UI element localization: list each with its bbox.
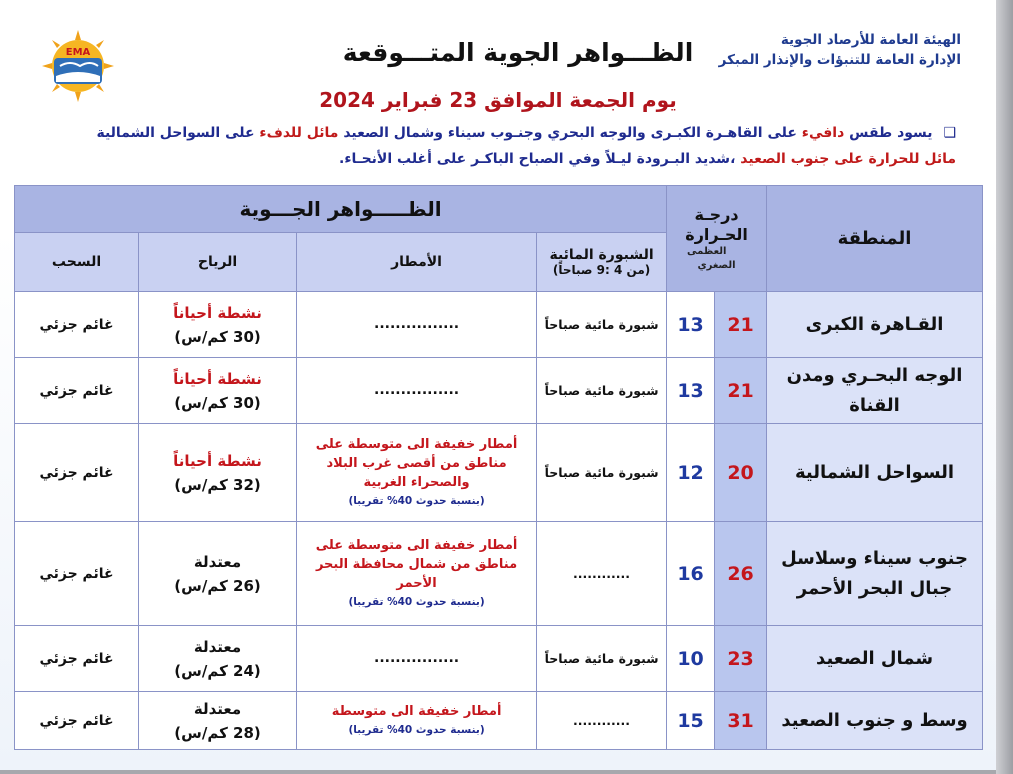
temp-min: 10 <box>667 626 715 692</box>
forecast-date: يوم الجمعة الموافق 23 فبراير 2024 <box>319 88 677 112</box>
region-name: الوجه البحـري ومدن القناة <box>767 358 983 424</box>
temperature-header-label: درجـة الحـرارة <box>685 204 748 244</box>
rain-empty: ................ <box>374 650 460 666</box>
region-name: جنوب سيناء وسلاسل جبال البحر الأحمر <box>767 522 983 626</box>
temp-min: 12 <box>667 424 715 522</box>
cloud-cell: غائم جزئي <box>15 292 139 358</box>
dew-cell: شبورة مائية صباحاً <box>537 292 667 358</box>
wind-cell <box>139 424 297 522</box>
rain-cell <box>297 626 537 692</box>
wind-cell <box>139 358 297 424</box>
table-row <box>15 626 983 692</box>
weather-summary <box>26 120 956 172</box>
temp-max: 21 <box>715 358 767 424</box>
dew-cell: شبورة مائية صباحاً <box>537 626 667 692</box>
rain-cell <box>297 522 537 626</box>
region-name: السواحل الشمالية <box>767 424 983 522</box>
rain-empty: ................ <box>374 382 460 398</box>
wind-strength: معتدلة <box>193 552 242 571</box>
temp-max: 31 <box>715 692 767 750</box>
temperature-header <box>667 186 767 292</box>
table-row <box>15 424 983 522</box>
wind-cell <box>139 626 297 692</box>
wind-strength: نشطة أحياناً <box>173 303 262 322</box>
wind-speed: (30 كم/س) <box>174 327 261 346</box>
wind-speed: (26 كم/س) <box>174 576 261 595</box>
cloud-cell: غائم جزئي <box>15 358 139 424</box>
page-title: الظـــواهر الجوية المتـــوقعة <box>342 38 694 67</box>
dew-cell: شبورة مائية صباحاً <box>537 358 667 424</box>
temp-max: 20 <box>715 424 767 522</box>
svg-text:EMA: EMA <box>65 47 91 58</box>
table-row <box>15 358 983 424</box>
temp-min-label: الصغري <box>697 259 736 271</box>
cloud-cell: غائم جزئي <box>15 692 139 750</box>
rain-cell <box>297 424 537 522</box>
authority-line-2: الإدارة العامة للتنبؤات والإنذار المبكر <box>718 52 961 68</box>
temp-min: 13 <box>667 358 715 424</box>
page-shadow <box>996 0 1013 774</box>
dew-header-sub: (من 4 :9 صباحاً) <box>552 263 651 277</box>
dew-cell: ............ <box>537 522 667 626</box>
rain-probability: (بنسبة حدوث 40% تقريبا) <box>348 595 485 608</box>
rain-cell <box>297 292 537 358</box>
temp-max-label: العظمى <box>687 245 727 257</box>
summary-highlight-2: مائل للدفء <box>259 125 339 141</box>
rain-text: أمطار خفيفة الى متوسطة <box>331 703 502 719</box>
wind-header: الرياح <box>139 233 297 292</box>
forecast-rows <box>15 292 983 750</box>
region-header: المنطقة <box>767 186 983 292</box>
rain-probability: (بنسبة حدوث 40% تقريبا) <box>348 723 485 736</box>
wind-cell <box>139 522 297 626</box>
forecast-table <box>14 185 983 750</box>
summary-highlight-1: دافيء <box>801 125 845 141</box>
phenomena-group-header: الظـــــواهر الجـــوية <box>15 186 667 233</box>
region-name: شمال الصعيد <box>767 626 983 692</box>
rain-cell <box>297 358 537 424</box>
temp-max: 21 <box>715 292 767 358</box>
summary-text-4: ،شديد البـرودة ليـلاً وفي الصباح الباكـر على أغلب الأنحـاء. <box>339 151 736 167</box>
rain-text: أمطار خفيفة الى متوسطة على مناطق من أقصى غرب البلاد والصحراء الغربية <box>315 436 518 490</box>
checkbox-bullet-icon: ❑ <box>943 125 956 141</box>
table-row <box>15 522 983 626</box>
cloud-header: السحب <box>15 233 139 292</box>
temp-min: 15 <box>667 692 715 750</box>
wind-speed: (30 كم/س) <box>174 393 261 412</box>
temp-min: 13 <box>667 292 715 358</box>
rain-header: الأمطار <box>297 233 537 292</box>
authority-block <box>719 30 961 70</box>
region-name: القـاهرة الكبرى <box>767 292 983 358</box>
region-name: وسط و جنوب الصعيد <box>767 692 983 750</box>
dew-cell: ............ <box>537 692 667 750</box>
table-row <box>15 292 983 358</box>
rain-cell <box>297 692 537 750</box>
temp-max: 23 <box>715 626 767 692</box>
wind-strength: نشطة أحياناً <box>173 451 262 470</box>
dew-header-label: الشبورة المائية <box>549 247 654 263</box>
cloud-cell: غائم جزئي <box>15 626 139 692</box>
rain-empty: ................ <box>374 316 460 332</box>
wind-speed: (32 كم/س) <box>174 475 261 494</box>
summary-text-3: على السواحل الشمالية <box>96 125 255 141</box>
wind-strength: معتدلة <box>193 699 242 718</box>
wind-strength: معتدلة <box>193 637 242 656</box>
cloud-cell: غائم جزئي <box>15 424 139 522</box>
summary-text-2: على القاهـرة الكبـرى والوجه البحري وجنـوب سيناء وشمال الصعيد <box>343 125 797 141</box>
authority-line-1: الهيئة العامة للأرصاد الجوية <box>780 32 961 48</box>
wind-cell <box>139 692 297 750</box>
wind-speed: (24 كم/س) <box>174 661 261 680</box>
temp-min: 16 <box>667 522 715 626</box>
wind-strength: نشطة أحياناً <box>173 369 262 388</box>
dew-header <box>537 233 667 292</box>
cloud-cell: غائم جزئي <box>15 522 139 626</box>
dew-cell: شبورة مائية صباحاً <box>537 424 667 522</box>
summary-text-1: يسود طقس <box>849 125 933 141</box>
table-row <box>15 692 983 750</box>
rain-probability: (بنسبة حدوث 40% تقريبا) <box>348 494 485 507</box>
rain-text: أمطار خفيفة الى متوسطة على مناطق من شمال محافظة البحر الأحمر <box>315 537 518 591</box>
temp-max: 26 <box>715 522 767 626</box>
summary-highlight-3: مائل للحرارة على جنوب الصعيد <box>740 151 956 167</box>
wind-speed: (28 كم/س) <box>174 723 261 742</box>
wind-cell <box>139 292 297 358</box>
